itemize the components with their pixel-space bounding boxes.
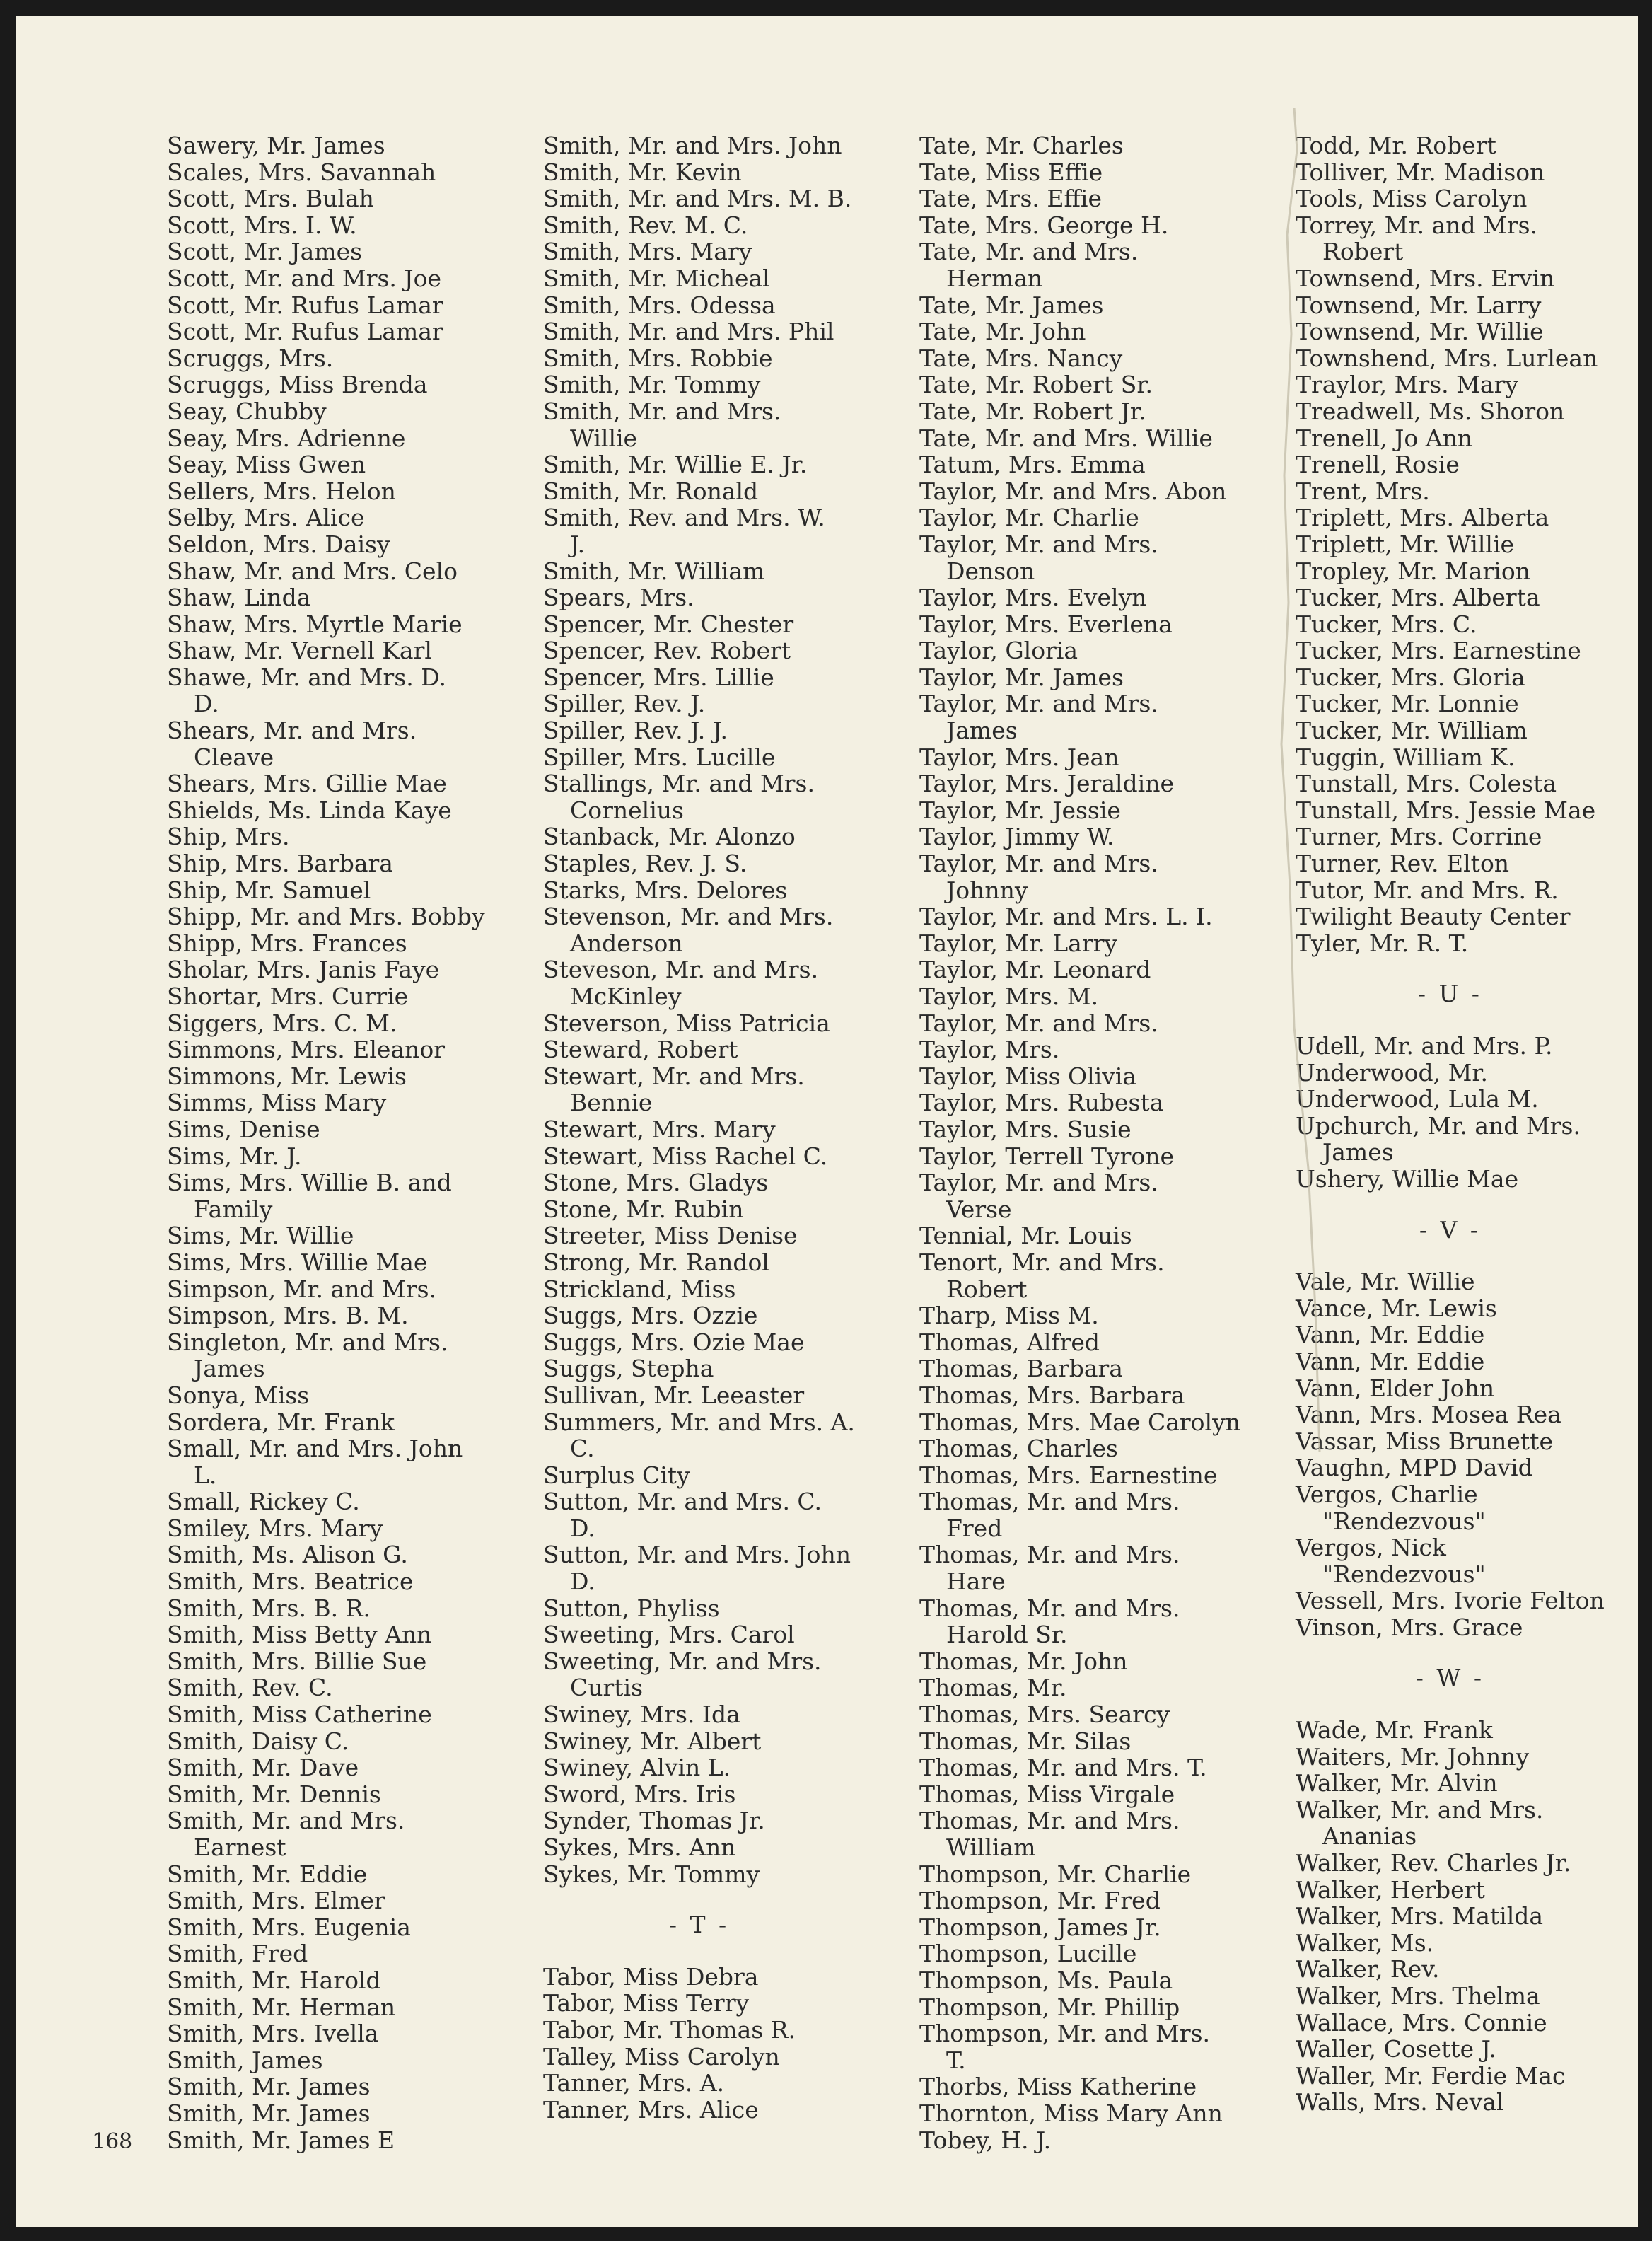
directory-entry: Sweeting, Mr. and Mrs. Curtis [543, 1647, 822, 1702]
directory-entry: Trent, Mrs. [1296, 477, 1430, 505]
directory-entry: Waller, Cosette J. [1296, 2035, 1496, 2063]
directory-entry: Ship, Mrs. [167, 823, 290, 851]
page-number: 168 [92, 2129, 133, 2154]
directory-entry: Small, Mr. and Mrs. John L. [167, 1435, 463, 1489]
directory-entry: Stone, Mr. Rubin [543, 1195, 744, 1223]
directory-entry: Taylor, Mr. and Mrs. Abon [919, 477, 1227, 505]
directory-entry: Shawe, Mr. and Mrs. D. D. [167, 663, 447, 718]
directory-entry: Stewart, Miss Rachel C. [543, 1142, 828, 1170]
directory-entry: Smith, Mr. and Mrs. Earnest [167, 1807, 405, 1861]
directory-entry: Taylor, Terrell Tyrone [919, 1142, 1175, 1170]
directory-entry: Smith, Mrs. Robbie [543, 344, 773, 372]
directory-entry: Smith, Mr. and Mrs. John [543, 132, 842, 159]
directory-entry: Tunstall, Mrs. Colesta [1296, 770, 1557, 798]
directory-entry: Tucker, Mrs. C. [1296, 610, 1477, 638]
directory-entry: Turner, Rev. Elton [1296, 850, 1510, 878]
directory-entry: Vassar, Miss Brunette [1296, 1427, 1553, 1455]
directory-entry: Smith, Miss Betty Ann [167, 1621, 432, 1649]
directory-entry: Surplus City [543, 1461, 690, 1489]
directory-entry: Suggs, Mrs. Ozzie [543, 1302, 758, 1330]
directory-entry: Ushery, Willie Mae [1296, 1164, 1519, 1193]
directory-entry: Smith, Mr. James [167, 2099, 371, 2127]
directory-entry: Walker, Herbert [1296, 1875, 1485, 1904]
directory-entry: Vessell, Mrs. Ivorie Felton [1296, 1587, 1605, 1615]
directory-entry: Sutton, Mr. and Mrs. C. D. [543, 1488, 822, 1542]
directory-entry: Underwood, Lula M. [1296, 1085, 1539, 1113]
directory-entry: Vergos, Charlie "Rendezvous" [1296, 1480, 1486, 1535]
directory-entry: Treadwell, Ms. Shoron [1296, 397, 1565, 425]
directory-entry: Tolliver, Mr. Madison [1296, 158, 1545, 186]
directory-entry: Taylor, Mr. Jessie [919, 796, 1121, 824]
directory-entry: Tharp, Miss M. [919, 1302, 1099, 1330]
directory-entry: Strong, Mr. Randol [543, 1248, 769, 1276]
directory-entry: Smith, Mr. James E [167, 2126, 395, 2154]
directory-entry: Shaw, Linda [167, 584, 311, 612]
directory-entry: Steveson, Mr. and Mrs. McKinley [543, 956, 819, 1010]
directory-entry: Turner, Mrs. Corrine [1296, 823, 1542, 851]
directory-entry: Stallings, Mr. and Mrs. Cornelius [543, 770, 815, 824]
directory-entry: Selby, Mrs. Alice [167, 504, 365, 532]
directory-entry: Tunstall, Mrs. Jessie Mae [1296, 796, 1596, 824]
directory-entry: Spears, Mrs. [543, 584, 694, 612]
directory-entry: Sims, Mrs. Willie Mae [167, 1248, 428, 1276]
directory-entry: Sykes, Mrs. Ann [543, 1834, 736, 1861]
directory-entry: Tanner, Mrs. A. [543, 2069, 725, 2097]
directory-entry: Talley, Miss Carolyn [543, 2042, 780, 2071]
directory-entry: Smith, Mr. Tommy [543, 371, 761, 399]
directory-entry: Twilight Beauty Center [1296, 903, 1571, 931]
directory-column-3 [919, 132, 1240, 2153]
directory-entry: Swiney, Alvin L. [543, 1754, 731, 1782]
directory-entry: Thompson, Mr. and Mrs. T. [919, 2020, 1211, 2074]
directory-entry: Smith, Mr. Kevin [543, 158, 742, 186]
directory-entry: Scruggs, Miss Brenda [167, 371, 428, 399]
directory-entry: Taylor, Mr. and Mrs. L. I. [919, 903, 1213, 931]
directory-entry: Smith, Mrs. Ivella [167, 2020, 379, 2048]
directory-entry: Tyler, Mr. R. T. [1296, 929, 1469, 957]
directory-entry: Taylor, Mr. Leonard [919, 956, 1151, 984]
directory-entry: Taylor, Mr. and Mrs. [919, 1009, 1158, 1037]
directory-entry: Taylor, Mr. James [919, 663, 1124, 691]
directory-entry: Taylor, Mr. and Mrs. Johnny [919, 850, 1158, 904]
directory-entry: Townsend, Mr. Willie [1296, 318, 1544, 346]
directory-entry: Sims, Denise [167, 1115, 320, 1143]
directory-entry: Smith, James [167, 2046, 323, 2074]
directory-entry: Scruggs, Mrs. [167, 344, 334, 372]
directory-entry: Smith, Mr. and Mrs. M. B. [543, 185, 852, 213]
directory-entry: Stevenson, Mr. and Mrs. Anderson [543, 903, 834, 957]
directory-entry: Walker, Ms. [1296, 1928, 1434, 1957]
directory-column-1 [167, 132, 485, 2153]
directory-entry: Sims, Mrs. Willie B. and Family [167, 1169, 452, 1223]
directory-entry: Smith, Mr. Willie E. Jr. [543, 451, 808, 479]
directory-entry: Smith, Mr. and Mrs. Phil [543, 318, 834, 346]
directory-entry: Walker, Mrs. Matilda [1296, 1902, 1544, 1930]
directory-entry: Walker, Mr. and Mrs. Ananias [1296, 1795, 1544, 1851]
directory-entry: Spiller, Rev. J. J. [543, 717, 728, 745]
directory-entry: Walls, Mrs. Neval [1296, 2088, 1504, 2116]
directory-entry: Taylor, Mrs. [919, 1036, 1060, 1064]
directory-entry: Vance, Mr. Lewis [1296, 1294, 1497, 1322]
letter-section-header: - V - [1419, 1215, 1481, 1244]
directory-entry: Tate, Mr. Robert Sr. [919, 371, 1153, 399]
directory-entry: Taylor, Jimmy W. [919, 823, 1115, 851]
directory-entry: Townshend, Mrs. Lurlean [1296, 344, 1598, 372]
directory-entry: Tools, Miss Carolyn [1296, 185, 1528, 213]
directory-entry: Shields, Ms. Linda Kaye [167, 796, 452, 824]
directory-entry: Taylor, Mr. Larry [919, 929, 1118, 957]
directory-entry: Steverson, Miss Patricia [543, 1009, 830, 1037]
directory-entry: Smith, Mrs. Mary [543, 238, 752, 266]
directory-entry: Seay, Chubby [167, 397, 327, 425]
directory-entry: Vann, Mrs. Mosea Rea [1296, 1401, 1561, 1429]
directory-entry: Vale, Mr. Willie [1296, 1268, 1475, 1296]
directory-entry: Thomas, Mr. and Mrs. Fred [919, 1488, 1180, 1542]
directory-entry: Upchurch, Mr. and Mrs. James [1296, 1111, 1581, 1166]
directory-entry: Thompson, Mr. Phillip [919, 1993, 1180, 2021]
directory-entry: Sonya, Miss [167, 1381, 310, 1409]
directory-entry: Tropley, Mr. Marion [1296, 557, 1530, 585]
directory-entry: Seay, Mrs. Adrienne [167, 424, 406, 452]
directory-entry: Staples, Rev. J. S. [543, 850, 748, 878]
directory-entry: Vann, Mr. Eddie [1296, 1321, 1485, 1349]
directory-entry: Smith, Miss Catherine [167, 1701, 432, 1729]
directory-entry: Trenell, Rosie [1296, 451, 1460, 479]
directory-entry: Summers, Mr. and Mrs. A. C. [543, 1408, 855, 1463]
directory-entry: Scott, Mrs. Bulah [167, 185, 374, 213]
directory-entry: Smith, Mr. Dennis [167, 1780, 381, 1808]
directory-entry: Sweeting, Mrs. Carol [543, 1621, 795, 1649]
directory-entry: Tate, Mrs. George H. [919, 211, 1169, 239]
directory-entry: Taylor, Gloria [919, 637, 1078, 665]
directory-entry: Simmons, Mr. Lewis [167, 1062, 407, 1090]
directory-entry: Ship, Mr. Samuel [167, 876, 371, 904]
directory-entry: Tate, Mr. Charles [919, 132, 1124, 159]
directory-entry: Walker, Rev. Charles Jr. [1296, 1849, 1571, 1877]
directory-entry: Udell, Mr. and Mrs. P. [1296, 1032, 1553, 1060]
directory-entry: Tucker, Mrs. Alberta [1296, 584, 1540, 612]
directory-entry: Starks, Mrs. Delores [543, 876, 788, 904]
directory-entry: Smith, Mr. Harold [167, 1966, 381, 1994]
directory-entry: Spencer, Mr. Chester [543, 610, 794, 638]
directory-entry: Smith, Rev. and Mrs. W. J. [543, 504, 825, 558]
directory-entry: Sword, Mrs. Iris [543, 1780, 736, 1808]
directory-entry: Simpson, Mrs. B. M. [167, 1302, 409, 1330]
directory-entry: Thornton, Miss Mary Ann [919, 2099, 1223, 2127]
directory-entry: Stewart, Mrs. Mary [543, 1115, 776, 1143]
directory-entry: Triplett, Mr. Willie [1296, 530, 1515, 558]
directory-entry: Wallace, Mrs. Connie [1296, 2008, 1547, 2037]
directory-entry: Thomas, Mrs. Barbara [919, 1381, 1185, 1409]
directory-entry: Tucker, Mr. William [1296, 717, 1528, 745]
directory-entry: Streeter, Miss Denise [543, 1222, 798, 1250]
directory-entry: Suggs, Stepha [543, 1355, 714, 1383]
directory-entry: Tate, Mrs. Nancy [919, 344, 1123, 372]
directory-entry: Thomas, Alfred [919, 1328, 1100, 1356]
directory-entry: Shipp, Mr. and Mrs. Bobby [167, 903, 485, 931]
directory-entry: Shaw, Mr. Vernell Karl [167, 637, 432, 665]
directory-entry: Tobey, H. J. [919, 2126, 1052, 2154]
directory-entry: Smith, Mr. and Mrs. Willie [543, 397, 781, 452]
directory-entry: Tenort, Mr. and Mrs. Robert [919, 1248, 1165, 1303]
directory-entry: Thomas, Mrs. Earnestine [919, 1461, 1218, 1489]
directory-entry: Underwood, Mr. [1296, 1058, 1489, 1087]
directory-entry: Tabor, Mr. Thomas R. [543, 2015, 796, 2044]
directory-column-4 [1296, 132, 1605, 2116]
directory-entry: Scott, Mr. Rufus Lamar [167, 318, 443, 346]
letter-section-header: - T - [668, 1911, 730, 1939]
directory-entry: Swiney, Mrs. Ida [543, 1701, 740, 1729]
directory-entry: Tate, Mr. and Mrs. Willie [919, 424, 1213, 452]
directory-entry: Shaw, Mrs. Myrtle Marie [167, 610, 463, 638]
directory-entry: Shaw, Mr. and Mrs. Celo [167, 557, 458, 585]
directory-entry: Tate, Mr. James [919, 291, 1104, 319]
directory-entry: Tate, Mrs. Effie [919, 185, 1102, 213]
directory-entry: Singleton, Mr. and Mrs. James [167, 1328, 448, 1383]
letter-section-header: - U - [1417, 980, 1482, 1008]
directory-entry: Smith, Daisy C. [167, 1727, 349, 1755]
directory-entry: Walker, Mrs. Thelma [1296, 1982, 1540, 2010]
directory-entry: Vinson, Mrs. Grace [1296, 1613, 1523, 1641]
directory-entry: Thomas, Mr. [919, 1674, 1067, 1702]
directory-entry: Tanner, Mrs. Alice [543, 2095, 759, 2124]
directory-entry: Taylor, Mrs. M. [919, 983, 1099, 1010]
directory-entry: Townsend, Mr. Larry [1296, 291, 1542, 319]
directory-entry: Waiters, Mr. Johnny [1296, 1742, 1530, 1771]
directory-entry: Torrey, Mr. and Mrs. Robert [1296, 211, 1538, 266]
directory-entry: Thomas, Barbara [919, 1355, 1123, 1383]
directory-entry: Simms, Miss Mary [167, 1089, 387, 1117]
directory-entry: Tatum, Mrs. Emma [919, 451, 1146, 479]
directory-entry: Taylor, Mr. and Mrs. James [919, 690, 1158, 745]
directory-entry: Smith, Mrs. Beatrice [167, 1568, 414, 1596]
directory-entry: Synder, Thomas Jr. [543, 1807, 765, 1835]
directory-entry: Smith, Mrs. Billie Sue [167, 1647, 427, 1675]
directory-entry: Steward, Robert [543, 1036, 738, 1064]
directory-entry: Ship, Mrs. Barbara [167, 850, 393, 878]
directory-entry: Tucker, Mrs. Gloria [1296, 663, 1525, 691]
directory-entry: Seldon, Mrs. Daisy [167, 530, 390, 558]
directory-entry: Thompson, James Jr. [919, 1913, 1161, 1941]
directory-entry: Swiney, Mr. Albert [543, 1727, 762, 1755]
directory-entry: Taylor, Mrs. Evelyn [919, 584, 1147, 612]
directory-entry: Spiller, Mrs. Lucille [543, 743, 776, 771]
directory-entry: Smith, Rev. M. C. [543, 211, 748, 239]
directory-entry: Taylor, Mrs. Susie [919, 1115, 1132, 1143]
directory-entry: Smith, Mrs. Odessa [543, 291, 776, 319]
directory-entry: Thomas, Mrs. Mae Carolyn [919, 1408, 1240, 1436]
directory-entry: Tate, Mr. and Mrs. Herman [919, 238, 1139, 292]
directory-entry: Smith, Mrs. B. R. [167, 1594, 371, 1622]
directory-entry: Smiley, Mrs. Mary [167, 1514, 383, 1542]
directory-entry: Taylor, Mr. and Mrs. Verse [919, 1169, 1158, 1223]
directory-entry: Stanback, Mr. Alonzo [543, 823, 796, 851]
directory-entry: Smith, Mr. Micheal [543, 264, 770, 292]
directory-entry: Vann, Mr. Eddie [1296, 1347, 1485, 1375]
paper-crease-mark [1266, 108, 1322, 1452]
directory-entry: Small, Rickey C. [167, 1488, 360, 1516]
directory-entry: Stewart, Mr. and Mrs. Bennie [543, 1062, 805, 1117]
directory-entry: Scott, Mr. Rufus Lamar [167, 291, 443, 319]
directory-entry: Townsend, Mrs. Ervin [1296, 264, 1555, 292]
directory-entry: Smith, Mrs. Eugenia [167, 1913, 411, 1941]
directory-entry: Waller, Mr. Ferdie Mac [1296, 2061, 1566, 2090]
directory-entry: Shears, Mr. and Mrs. Cleave [167, 717, 417, 771]
directory-entry: Sullivan, Mr. Leeaster [543, 1381, 805, 1409]
directory-entry: Vann, Elder John [1296, 1374, 1495, 1402]
directory-column-2 [543, 132, 855, 2123]
directory-entry: Thorbs, Miss Katherine [919, 2073, 1197, 2101]
directory-entry: Thomas, Mr. and Mrs. T. [919, 1754, 1207, 1782]
directory-entry: Sims, Mr. J. [167, 1142, 302, 1170]
directory-entry: Smith, Mr. Ronald [543, 477, 759, 505]
directory-entry: Thomas, Mrs. Searcy [919, 1701, 1170, 1729]
directory-entry: Sordera, Mr. Frank [167, 1408, 395, 1436]
directory-entry: Thomas, Mr. Silas [919, 1727, 1132, 1755]
directory-entry: Taylor, Mrs. Everlena [919, 610, 1173, 638]
directory-entry: Taylor, Mrs. Rubesta [919, 1089, 1164, 1117]
directory-entry: Sellers, Mrs. Helon [167, 477, 396, 505]
directory-entry: Thomas, Charles [919, 1435, 1118, 1463]
directory-entry: Smith, Ms. Alison G. [167, 1541, 408, 1569]
directory-entry: Tabor, Miss Debra [543, 1962, 759, 1991]
directory-entry: Thompson, Lucille [919, 1940, 1137, 1968]
directory-entry: Scales, Mrs. Savannah [167, 158, 436, 186]
directory-entry: Triplett, Mrs. Alberta [1296, 504, 1549, 532]
directory-entry: Smith, Rev. C. [167, 1674, 333, 1702]
directory-entry: Sykes, Mr. Tommy [543, 1860, 760, 1888]
directory-entry: Simpson, Mr. and Mrs. [167, 1275, 437, 1303]
directory-entry: Tucker, Mr. Lonnie [1296, 690, 1519, 718]
directory-entry: Sawery, Mr. James [167, 132, 385, 159]
directory-entry: Vaughn, MPD David [1296, 1454, 1533, 1482]
directory-entry: Tucker, Mrs. Earnestine [1296, 637, 1581, 665]
directory-entry: Smith, Fred [167, 1940, 308, 1968]
directory-entry: Strickland, Miss [543, 1275, 736, 1303]
directory-entry: Walker, Mr. Alvin [1296, 1769, 1498, 1797]
directory-entry: Seay, Miss Gwen [167, 451, 366, 479]
directory-entry: Vergos, Nick "Rendezvous" [1296, 1534, 1486, 1588]
directory-entry: Tate, Mr. Robert Jr. [919, 397, 1146, 425]
directory-entry: Thomas, Mr. and Mrs. William [919, 1807, 1180, 1861]
directory-entry: Sutton, Phyliss [543, 1594, 720, 1622]
directory-entry: Thompson, Mr. Fred [919, 1887, 1161, 1915]
directory-entry: Smith, Mr. William [543, 557, 765, 585]
directory-entry: Taylor, Mrs. Jean [919, 743, 1119, 771]
directory-page [16, 16, 1638, 2227]
directory-entry: Wade, Mr. Frank [1296, 1716, 1493, 1744]
directory-entry: Tate, Miss Effie [919, 158, 1103, 186]
directory-entry: Simmons, Mrs. Eleanor [167, 1036, 446, 1064]
directory-entry: Sholar, Mrs. Janis Faye [167, 956, 440, 984]
directory-entry: Thomas, Mr. and Mrs. Hare [919, 1541, 1180, 1596]
directory-entry: Sutton, Mr. and Mrs. John D. [543, 1541, 851, 1596]
directory-entry: Suggs, Mrs. Ozie Mae [543, 1328, 805, 1356]
directory-entry: Trenell, Jo Ann [1296, 424, 1473, 452]
directory-entry: Taylor, Miss Olivia [919, 1062, 1137, 1090]
directory-entry: Shipp, Mrs. Frances [167, 929, 407, 957]
directory-entry: Thomas, Mr. John [919, 1647, 1128, 1675]
directory-entry: Tabor, Miss Terry [543, 1989, 750, 2017]
directory-entry: Walker, Rev. [1296, 1955, 1440, 1984]
directory-entry: Spencer, Mrs. Lillie [543, 663, 774, 691]
directory-entry: Thomas, Mr. and Mrs. Harold Sr. [919, 1594, 1180, 1649]
directory-entry: Tutor, Mr. and Mrs. R. [1296, 876, 1559, 904]
directory-entry: Scott, Mr. and Mrs. Joe [167, 264, 442, 292]
directory-entry: Shears, Mrs. Gillie Mae [167, 770, 447, 798]
directory-entry: Tuggin, William K. [1296, 743, 1516, 771]
directory-entry: Traylor, Mrs. Mary [1296, 371, 1519, 399]
directory-entry: Smith, Mr. Herman [167, 1993, 396, 2021]
directory-entry: Smith, Mr. James [167, 2073, 371, 2101]
directory-entry: Sims, Mr. Willie [167, 1222, 354, 1250]
directory-entry: Smith, Mrs. Elmer [167, 1887, 385, 1915]
directory-entry: Taylor, Mr. and Mrs. Denson [919, 530, 1158, 585]
directory-entry: Smith, Mr. Eddie [167, 1860, 368, 1888]
directory-entry: Thompson, Mr. Charlie [919, 1860, 1192, 1888]
directory-entry: Taylor, Mrs. Jeraldine [919, 770, 1175, 798]
directory-entry: Stone, Mrs. Gladys [543, 1169, 769, 1197]
directory-entry: Scott, Mr. James [167, 238, 363, 266]
directory-entry: Shortar, Mrs. Currie [167, 983, 409, 1010]
letter-section-header: - W - [1415, 1664, 1484, 1692]
directory-entry: Taylor, Mr. Charlie [919, 504, 1139, 532]
directory-entry: Tennial, Mr. Louis [919, 1222, 1132, 1250]
directory-entry: Thomas, Miss Virgale [919, 1780, 1175, 1808]
directory-entry: Todd, Mr. Robert [1296, 132, 1496, 159]
directory-entry: Spencer, Rev. Robert [543, 637, 791, 665]
directory-entry: Thompson, Ms. Paula [919, 1966, 1173, 1994]
directory-entry: Smith, Mr. Dave [167, 1754, 359, 1782]
directory-entry: Siggers, Mrs. C. M. [167, 1009, 397, 1037]
directory-entry: Scott, Mrs. I. W. [167, 211, 357, 239]
directory-entry: Tate, Mr. John [919, 318, 1086, 346]
directory-entry: Spiller, Rev. J. [543, 690, 706, 718]
